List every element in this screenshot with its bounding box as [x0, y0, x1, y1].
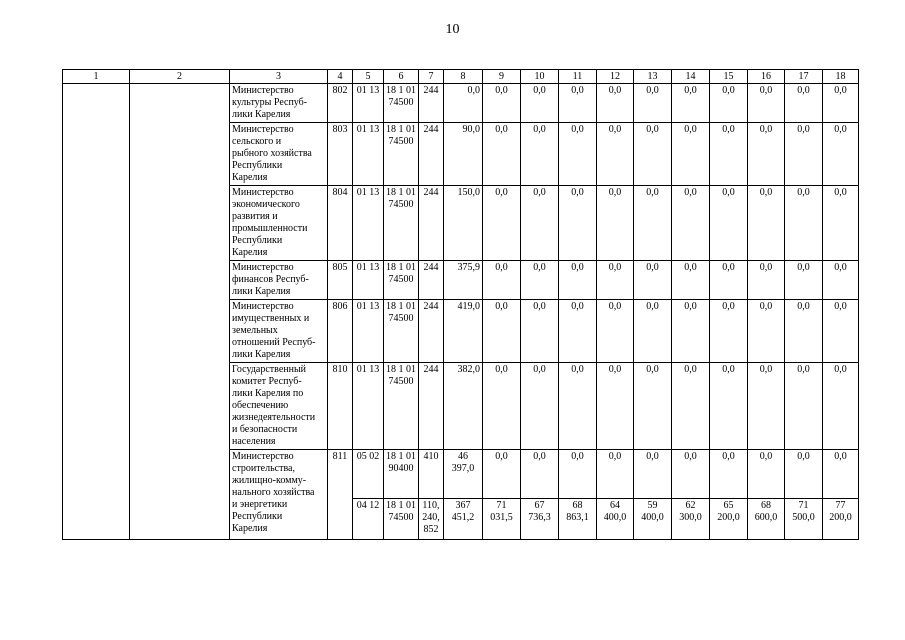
header-cell: 11 [559, 70, 597, 84]
value-cell: 0,0 [634, 186, 672, 261]
header-cell: 14 [672, 70, 710, 84]
value-cell: 0,0 [748, 84, 785, 123]
type-cell: 410 [419, 450, 444, 499]
type-cell: 244 [419, 363, 444, 450]
table-header-row [63, 70, 859, 84]
value-cell: 0,0 [823, 363, 859, 450]
header-cell: 7 [419, 70, 444, 84]
header-cell: 3 [230, 70, 328, 84]
ministry-name-cell: Министерство культуры Респуб- лики Карелия [230, 84, 328, 123]
header-cell: 18 [823, 70, 859, 84]
value-cell: 0,0 [559, 186, 597, 261]
ministry-name-cell: Государственный комитет Респуб- лики Карелия по обеспечению жизнедеятельности и безопасности населения [230, 363, 328, 450]
code-cell: 811 [328, 450, 353, 540]
value-cell: 0,0 [559, 261, 597, 300]
value-cell: 0,0 [559, 450, 597, 499]
section-cell: 01 13 [353, 300, 384, 363]
value-cell: 0,0 [597, 84, 634, 123]
code-cell: 802 [328, 84, 353, 123]
col2-cell [130, 84, 230, 540]
budget-table [62, 69, 859, 540]
value-cell: 0,0 [748, 300, 785, 363]
code-cell: 810 [328, 363, 353, 450]
value-cell: 419,0 [444, 300, 483, 363]
value-cell: 0,0 [634, 363, 672, 450]
value-cell: 0,0 [672, 123, 710, 186]
value-cell: 0,0 [483, 186, 521, 261]
value-cell: 0,0 [748, 186, 785, 261]
target-cell: 18 1 01 74500 [384, 186, 419, 261]
value-cell: 0,0 [785, 186, 823, 261]
value-cell: 68 863,1 [559, 499, 597, 540]
code-cell: 803 [328, 123, 353, 186]
ministry-name-cell: Министерство имущественных и земельных отношений Респуб- лики Карелия [230, 300, 328, 363]
section-cell: 04 12 [353, 499, 384, 540]
value-cell: 0,0 [521, 123, 559, 186]
value-cell: 0,0 [597, 300, 634, 363]
header-cell: 9 [483, 70, 521, 84]
value-cell: 0,0 [559, 363, 597, 450]
value-cell: 0,0 [823, 450, 859, 499]
value-cell: 0,0 [785, 123, 823, 186]
target-cell: 18 1 01 74500 [384, 499, 419, 540]
ministry-name-cell: Министерство сельского и рыбного хозяйства Республики Карелия [230, 123, 328, 186]
header-cell: 4 [328, 70, 353, 84]
value-cell: 0,0 [483, 84, 521, 123]
value-cell: 71 031,5 [483, 499, 521, 540]
section-cell: 01 13 [353, 84, 384, 123]
value-cell: 0,0 [710, 450, 748, 499]
value-cell: 0,0 [521, 450, 559, 499]
value-cell: 0,0 [483, 123, 521, 186]
value-cell: 0,0 [597, 123, 634, 186]
value-cell: 0,0 [823, 123, 859, 186]
value-cell: 0,0 [559, 300, 597, 363]
section-cell: 01 13 [353, 186, 384, 261]
ministry-name-cell: Министерство финансов Респуб- лики Карелия [230, 261, 328, 300]
code-cell: 805 [328, 261, 353, 300]
value-cell: 68 600,0 [748, 499, 785, 540]
value-cell: 0,0 [748, 450, 785, 499]
target-cell: 18 1 01 74500 [384, 300, 419, 363]
value-cell: 0,0 [672, 186, 710, 261]
section-cell: 01 13 [353, 261, 384, 300]
value-cell: 0,0 [823, 261, 859, 300]
value-cell: 0,0 [823, 186, 859, 261]
value-cell: 0,0 [672, 363, 710, 450]
value-cell: 0,0 [672, 84, 710, 123]
header-cell: 2 [130, 70, 230, 84]
value-cell: 0,0 [521, 300, 559, 363]
value-cell: 0,0 [597, 363, 634, 450]
value-cell: 65 200,0 [710, 499, 748, 540]
value-cell: 0,0 [785, 300, 823, 363]
target-cell: 18 1 01 74500 [384, 363, 419, 450]
value-cell: 0,0 [483, 300, 521, 363]
value-cell: 382,0 [444, 363, 483, 450]
value-cell: 0,0 [823, 84, 859, 123]
code-cell: 806 [328, 300, 353, 363]
value-cell: 0,0 [785, 363, 823, 450]
value-cell: 0,0 [785, 450, 823, 499]
section-cell: 05 02 [353, 450, 384, 499]
value-cell: 0,0 [559, 123, 597, 186]
target-cell: 18 1 01 74500 [384, 84, 419, 123]
col1-cell [63, 84, 130, 540]
value-cell: 0,0 [444, 84, 483, 123]
value-cell: 71 500,0 [785, 499, 823, 540]
header-cell: 16 [748, 70, 785, 84]
value-cell: 0,0 [483, 261, 521, 300]
value-cell: 0,0 [597, 186, 634, 261]
type-cell: 244 [419, 261, 444, 300]
target-cell: 18 1 01 90400 [384, 450, 419, 499]
value-cell: 0,0 [710, 363, 748, 450]
value-cell: 62 300,0 [672, 499, 710, 540]
value-cell: 0,0 [521, 363, 559, 450]
code-cell: 804 [328, 186, 353, 261]
value-cell: 0,0 [483, 363, 521, 450]
value-cell: 0,0 [559, 84, 597, 123]
section-cell: 01 13 [353, 123, 384, 186]
value-cell: 0,0 [785, 261, 823, 300]
table-row [63, 84, 859, 123]
value-cell: 0,0 [710, 84, 748, 123]
value-cell: 0,0 [634, 450, 672, 499]
target-cell: 18 1 01 74500 [384, 261, 419, 300]
value-cell: 0,0 [672, 300, 710, 363]
value-cell: 0,0 [521, 84, 559, 123]
header-cell: 17 [785, 70, 823, 84]
value-cell: 77 200,0 [823, 499, 859, 540]
header-cell: 12 [597, 70, 634, 84]
value-cell: 59 400,0 [634, 499, 672, 540]
value-cell: 0,0 [748, 363, 785, 450]
target-cell: 18 1 01 74500 [384, 123, 419, 186]
value-cell: 0,0 [710, 123, 748, 186]
header-cell: 5 [353, 70, 384, 84]
header-cell: 6 [384, 70, 419, 84]
ministry-name-cell: Министерство строительства, жилищно-комму- нального хозяйства и энергетики Республики Карелия [230, 450, 328, 540]
value-cell: 90,0 [444, 123, 483, 186]
type-cell: 110, 240, 852 [419, 499, 444, 540]
value-cell: 0,0 [521, 261, 559, 300]
value-cell: 0,0 [483, 450, 521, 499]
value-cell: 150,0 [444, 186, 483, 261]
header-cell: 13 [634, 70, 672, 84]
header-cell: 1 [63, 70, 130, 84]
value-cell: 0,0 [672, 450, 710, 499]
value-cell: 0,0 [823, 300, 859, 363]
value-cell: 0,0 [672, 261, 710, 300]
value-cell: 367 451,2 [444, 499, 483, 540]
value-cell: 0,0 [710, 300, 748, 363]
value-cell: 0,0 [597, 261, 634, 300]
type-cell: 244 [419, 300, 444, 363]
value-cell: 46 397,0 [444, 450, 483, 499]
type-cell: 244 [419, 123, 444, 186]
value-cell: 0,0 [634, 300, 672, 363]
header-cell: 8 [444, 70, 483, 84]
header-cell: 10 [521, 70, 559, 84]
type-cell: 244 [419, 84, 444, 123]
value-cell: 0,0 [634, 261, 672, 300]
type-cell: 244 [419, 186, 444, 261]
value-cell: 0,0 [710, 261, 748, 300]
value-cell: 0,0 [785, 84, 823, 123]
value-cell: 0,0 [597, 450, 634, 499]
ministry-name-cell: Министерство экономического развития и промышленности Республики Карелия [230, 186, 328, 261]
value-cell: 64 400,0 [597, 499, 634, 540]
value-cell: 0,0 [710, 186, 748, 261]
header-cell: 15 [710, 70, 748, 84]
value-cell: 375,9 [444, 261, 483, 300]
page-number: 10 [445, 22, 460, 37]
value-cell: 0,0 [634, 84, 672, 123]
value-cell: 0,0 [748, 261, 785, 300]
value-cell: 0,0 [634, 123, 672, 186]
value-cell: 0,0 [521, 186, 559, 261]
value-cell: 67 736,3 [521, 499, 559, 540]
section-cell: 01 13 [353, 363, 384, 450]
value-cell: 0,0 [748, 123, 785, 186]
